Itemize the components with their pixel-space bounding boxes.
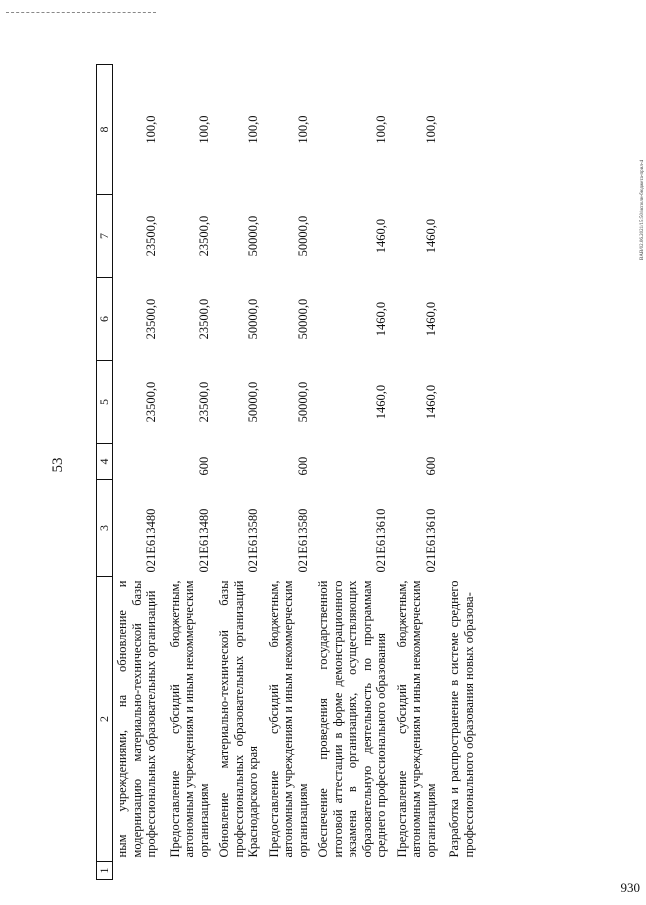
row-percent-col8: 100,0 [196,115,211,144]
row-description: Предоставление субсидий бюджетным, автономным учреждениям и иным некоммерческим организациям [266,580,310,858]
row-description: ным учреждениями, на обновление и модернизацию материально-технической базы профессиональных образовательных организаций [115,580,158,858]
file-footnote: BAB/02.06.2021/15:50/исполн-бюджета-прил-4 [640,160,645,260]
row-value-col7: 1460,0 [423,218,438,254]
row-description: Предоставление субсидий бюджетным, автономным учреждениям и иным некоммерческим организациям [167,580,211,858]
row-expense-type [313,444,392,480]
row-percent-col8 [441,65,479,195]
row-expense-type [113,444,165,480]
page-number: 930 [620,880,640,895]
table-row [264,65,314,880]
table-row [441,65,479,880]
table-row [392,65,442,880]
row-expense-type: 600 [196,456,211,476]
row-value-col5: 23500,0 [144,381,158,423]
header-cell-6: 6 [97,278,113,361]
header-cell-2: 2 [97,577,113,862]
header-cell-3: 3 [97,480,113,577]
scan-edge-line [6,12,156,13]
table-row [313,65,392,880]
row-value-col7: 50000,0 [295,215,310,257]
row-percent-col8: 100,0 [423,115,438,144]
header-cell-8: 8 [97,65,113,195]
table-row [165,65,215,880]
row-target-code: 021E613480 [144,508,158,573]
header-cell-4: 4 [97,444,113,480]
row-target-code: 021E613610 [374,508,388,573]
row-target-code: 021E613480 [196,508,211,573]
row-expense-type [441,444,479,480]
header-cell-1: 1 [97,862,113,880]
row-description: Обеспечение проведения государственной итоговой аттестации в форме демонстрационного экзамена в организациях, осуществляющих образовательную деятельность по программам среднего профессионального образования [316,580,388,858]
row-percent-col8: 100,0 [246,115,260,144]
row-value-col6: 1460,0 [374,301,388,337]
row-value-col7: 1460,0 [374,218,388,254]
row-description: Предоставление субсидий бюджетным, автономным учреждениям и иным некоммерческим организациям [394,580,438,858]
row-value-col7 [441,195,479,278]
row-value-col6: 23500,0 [144,298,158,340]
row-expense-type [214,444,264,480]
row-value-col6: 23500,0 [196,298,211,340]
row-description: Обновление материально-технической базы профессиональных образовательных организаций Краснодарского края [217,580,260,858]
row-percent-col8: 100,0 [374,115,388,144]
row-expense-type: 600 [295,456,310,476]
row-value-col7: 23500,0 [144,215,158,257]
rotated-page [50,50,645,880]
row-value-col5: 1460,0 [423,384,438,420]
row-value-col5 [441,361,479,444]
row-value-col6: 50000,0 [295,298,310,340]
row-value-col6: 1460,0 [423,301,438,337]
row-value-col5: 50000,0 [295,381,310,423]
row-value-col6: 50000,0 [246,298,260,340]
row-value-col5: 1460,0 [374,384,388,420]
row-value-col6 [441,278,479,361]
row-description: Разработка и распространение в системе среднего профессионального образования новых образова- [447,580,476,858]
budget-table [96,64,479,880]
row-value-col7: 23500,0 [196,215,211,257]
row-value-col5: 50000,0 [246,381,260,423]
row-percent-col8: 100,0 [295,115,310,144]
table-header-row [97,65,113,880]
sheet-number: 53 [50,457,66,473]
header-cell-7: 7 [97,195,113,278]
table-row [214,65,264,880]
row-percent-col8: 100,0 [144,115,158,144]
row-expense-type: 600 [423,456,438,476]
header-cell-5: 5 [97,361,113,444]
row-value-col7: 50000,0 [246,215,260,257]
row-target-code: 021E613580 [246,508,260,573]
table-row [113,65,165,880]
row-value-col5: 23500,0 [196,381,211,423]
row-target-code: 021E613580 [295,508,310,573]
row-target-code: 021E613610 [423,508,438,573]
row-target-code [441,480,479,577]
